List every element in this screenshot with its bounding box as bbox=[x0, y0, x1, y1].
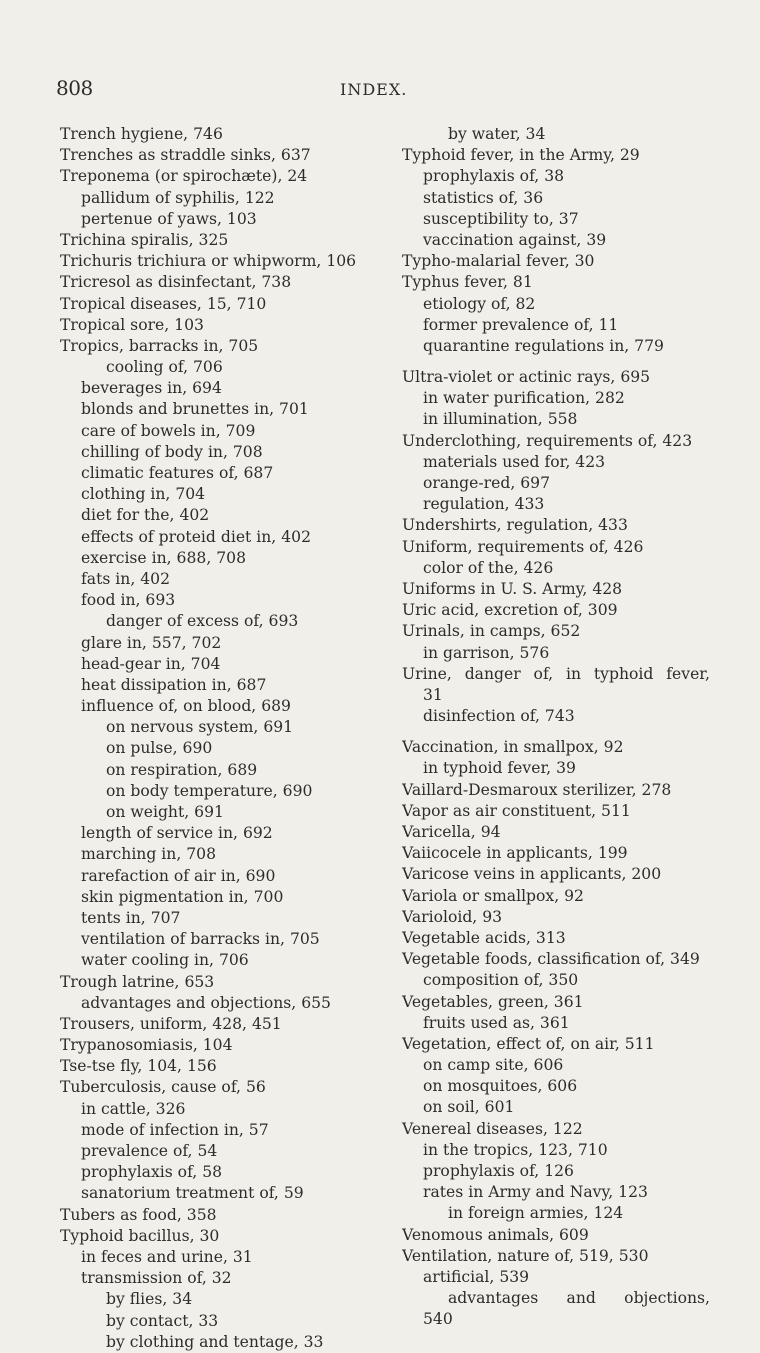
index-entry bbox=[402, 949, 722, 970]
index-subentry bbox=[402, 315, 722, 336]
entry-text: fats in, 402 bbox=[81, 569, 171, 588]
index-subentry bbox=[60, 675, 380, 696]
entry-text: by water, 34 bbox=[448, 125, 546, 143]
index-subentry bbox=[402, 1309, 722, 1330]
index-subentry bbox=[402, 1097, 722, 1118]
entry-text: Typho-malarial fever, 30 bbox=[402, 252, 595, 271]
index-subentry bbox=[402, 1161, 722, 1182]
entry-text: Vaccination, in smallpox, 92 bbox=[402, 738, 624, 757]
index-subentry bbox=[60, 357, 380, 378]
section-gap bbox=[402, 357, 722, 367]
entry-text: blonds and brunettes in, 701 bbox=[81, 400, 309, 419]
index-subentry bbox=[60, 823, 380, 844]
index-subentry bbox=[60, 738, 380, 759]
index-entry bbox=[402, 907, 722, 928]
entry-text: climatic features of, 687 bbox=[81, 464, 274, 482]
index-entry bbox=[402, 600, 722, 621]
index-entry bbox=[60, 294, 380, 315]
entry-text: orange-red, 697 bbox=[423, 474, 551, 492]
index-subentry bbox=[60, 1311, 380, 1332]
index-entry bbox=[60, 251, 380, 272]
index-subentry bbox=[402, 643, 722, 664]
entry-text: pallidum of syphilis, 122 bbox=[81, 188, 275, 207]
index-entry bbox=[402, 1034, 722, 1055]
index-subentry bbox=[402, 473, 722, 494]
entry-text: prophylaxis of, 38 bbox=[423, 167, 565, 186]
entry-text: in water purification, 282 bbox=[423, 389, 625, 408]
entry-text: Typhoid bacillus, 30 bbox=[60, 1226, 220, 1245]
index-entry bbox=[60, 272, 380, 293]
index-entry bbox=[60, 315, 380, 336]
index-subentry bbox=[402, 1055, 722, 1076]
index-subentry bbox=[60, 442, 380, 463]
index-entry bbox=[60, 166, 380, 187]
entry-text: susceptibility to, 37 bbox=[423, 209, 579, 228]
entry-text: 540 bbox=[423, 1310, 453, 1329]
index-entry bbox=[60, 124, 380, 145]
page-number: 808 bbox=[56, 76, 93, 100]
entry-text: 31 bbox=[423, 685, 443, 704]
index-entry bbox=[402, 272, 722, 293]
entry-text: Vegetables, green, 361 bbox=[402, 992, 584, 1011]
entry-text: Tuberculosis, cause of, 56 bbox=[60, 1078, 266, 1097]
index-subentry bbox=[60, 209, 380, 230]
entry-text: marching in, 708 bbox=[81, 845, 216, 864]
entry-text: care of bowels in, 709 bbox=[81, 421, 256, 440]
entry-text: water cooling in, 706 bbox=[81, 951, 249, 970]
entry-text: Vapor as air constituent, 511 bbox=[402, 801, 631, 820]
section-gap bbox=[402, 727, 722, 737]
entry-text: in feces and urine, 31 bbox=[81, 1247, 253, 1266]
entry-text: Venereal diseases, 122 bbox=[402, 1119, 583, 1138]
running-head: INDEX. bbox=[340, 80, 408, 99]
index-subentry bbox=[402, 124, 722, 145]
index-subentry bbox=[60, 1332, 380, 1353]
index-subentry bbox=[60, 696, 380, 717]
entry-text: Trypanosomiasis, 104 bbox=[60, 1036, 233, 1055]
index-subentry bbox=[402, 452, 722, 473]
index-subentry bbox=[402, 188, 722, 209]
entry-text: Vaillard-Desmaroux sterilizer, 278 bbox=[402, 780, 672, 799]
index-entry bbox=[402, 886, 722, 907]
entry-text: Trench hygiene, 746 bbox=[60, 125, 223, 143]
entry-text: quarantine regulations in, 779 bbox=[423, 336, 664, 355]
entry-text: Trichuris trichiura or whipworm, 106 bbox=[60, 252, 357, 271]
entry-text: prophylaxis of, 126 bbox=[423, 1162, 574, 1180]
entry-text: materials used for, 423 bbox=[423, 452, 606, 471]
entry-text: on pulse, 690 bbox=[106, 739, 213, 758]
entry-text: prevalence of, 54 bbox=[81, 1142, 218, 1160]
index-subentry bbox=[402, 1013, 722, 1034]
index-subentry bbox=[60, 844, 380, 865]
index-entry bbox=[402, 431, 722, 452]
index-entry bbox=[60, 1035, 380, 1056]
entry-text: Ventilation, nature of, 519, 530 bbox=[402, 1246, 649, 1265]
entry-text: on weight, 691 bbox=[106, 803, 224, 821]
index-entry bbox=[60, 230, 380, 251]
index-subentry bbox=[402, 1288, 722, 1309]
entry-text: advantages and objections, 655 bbox=[81, 993, 331, 1012]
index-subentry bbox=[60, 887, 380, 908]
index-subentry bbox=[60, 950, 380, 971]
index-subentry bbox=[60, 1162, 380, 1183]
index-column-left bbox=[60, 124, 380, 1353]
index-subentry bbox=[402, 970, 722, 991]
index-subentry bbox=[402, 166, 722, 187]
index-subentry bbox=[60, 1183, 380, 1204]
index-subentry bbox=[402, 1140, 722, 1161]
entry-text: on nervous system, 691 bbox=[106, 718, 294, 737]
entry-text: by clothing and tentage, 33 bbox=[106, 1332, 324, 1351]
entry-text: Tropical diseases, 15, 710 bbox=[60, 294, 267, 313]
entry-text: vaccination against, 39 bbox=[423, 230, 607, 249]
index-subentry bbox=[402, 1076, 722, 1097]
index-subentry bbox=[60, 399, 380, 420]
entry-text: ventilation of barracks in, 705 bbox=[81, 930, 320, 949]
index-subentry bbox=[402, 230, 722, 251]
index-entry bbox=[60, 1014, 380, 1035]
entry-text: in typhoid fever, 39 bbox=[423, 759, 576, 778]
index-subentry bbox=[60, 908, 380, 929]
index-entry bbox=[60, 336, 380, 357]
index-entry bbox=[402, 664, 722, 685]
index-entry bbox=[402, 367, 722, 388]
entry-text: advantages and objections, bbox=[448, 1289, 710, 1308]
index-entry bbox=[402, 145, 722, 166]
entry-text: artificial, 539 bbox=[423, 1267, 530, 1286]
index-entry bbox=[60, 1077, 380, 1098]
entry-text: Varicose veins in applicants, 200 bbox=[402, 865, 662, 884]
entry-text: Trenches as straddle sinks, 637 bbox=[60, 146, 311, 165]
entry-text: food in, 693 bbox=[81, 591, 176, 610]
entry-text: Treponema (or spirochæte), 24 bbox=[60, 167, 308, 186]
entry-text: Tubers as food, 358 bbox=[60, 1205, 217, 1224]
entry-text: etiology of, 82 bbox=[423, 294, 536, 313]
index-subentry bbox=[60, 590, 380, 611]
index-subentry bbox=[60, 993, 380, 1014]
index-subentry bbox=[402, 388, 722, 409]
entry-text: Tse-tse fly, 104, 156 bbox=[60, 1057, 217, 1076]
entry-text: effects of proteid diet in, 402 bbox=[81, 527, 311, 546]
index-subentry bbox=[402, 409, 722, 430]
entry-text: Uniforms in U. S. Army, 428 bbox=[402, 579, 623, 598]
index-entry bbox=[402, 864, 722, 885]
index-subentry bbox=[60, 802, 380, 823]
index-subentry bbox=[402, 336, 722, 357]
index-subentry bbox=[60, 1289, 380, 1310]
entry-text: in the tropics, 123, 710 bbox=[423, 1140, 608, 1159]
entry-text: heat dissipation in, 687 bbox=[81, 675, 267, 694]
entry-text: Vegetable acids, 313 bbox=[402, 928, 566, 947]
entry-text: mode of infection in, 57 bbox=[81, 1120, 269, 1139]
entry-text: on body temperature, 690 bbox=[106, 781, 313, 800]
index-subentry bbox=[60, 781, 380, 802]
index-entry bbox=[402, 843, 722, 864]
index-subentry bbox=[402, 494, 722, 515]
index-entry bbox=[60, 145, 380, 166]
index-subentry bbox=[60, 611, 380, 632]
index-subentry bbox=[60, 1099, 380, 1120]
entry-text: Ultra-violet or actinic rays, 695 bbox=[402, 368, 651, 387]
entry-text: Uniform, requirements of, 426 bbox=[402, 537, 644, 556]
entry-text: on camp site, 606 bbox=[423, 1056, 564, 1075]
index-subentry bbox=[402, 758, 722, 779]
entry-text: statistics of, 36 bbox=[423, 188, 544, 207]
entry-text: sanatorium treatment of, 59 bbox=[81, 1184, 304, 1203]
entry-text: Variola or smallpox, 92 bbox=[402, 886, 584, 905]
index-entry bbox=[60, 1226, 380, 1247]
entry-text: beverages in, 694 bbox=[81, 379, 222, 398]
index-subentry bbox=[60, 378, 380, 399]
entry-text: Varicella, 94 bbox=[402, 823, 501, 841]
index-subentry bbox=[60, 929, 380, 950]
entry-text: in illumination, 558 bbox=[423, 410, 578, 429]
entry-text: Urinals, in camps, 652 bbox=[402, 622, 581, 641]
entry-text: influence of, on blood, 689 bbox=[81, 697, 291, 716]
index-subentry bbox=[60, 463, 380, 484]
entry-text: fruits used as, 361 bbox=[423, 1013, 570, 1032]
entry-text: Tricresol as disinfectant, 738 bbox=[60, 273, 292, 292]
index-subentry bbox=[402, 209, 722, 230]
index-entry bbox=[402, 1246, 722, 1267]
entry-text: cooling of, 706 bbox=[106, 358, 223, 377]
entry-text: composition of, 350 bbox=[423, 971, 579, 990]
index-subentry bbox=[60, 527, 380, 548]
index-subentry bbox=[402, 685, 722, 706]
entry-text: chilling of body in, 708 bbox=[81, 442, 263, 461]
index-subentry bbox=[402, 1267, 722, 1288]
entry-text: by flies, 34 bbox=[106, 1290, 193, 1309]
entry-text: Vaiicocele in applicants, 199 bbox=[402, 844, 628, 863]
index-entry bbox=[402, 251, 722, 272]
entry-text: Typhus fever, 81 bbox=[402, 273, 533, 292]
entry-text: exercise in, 688, 708 bbox=[81, 548, 246, 567]
entry-text: regulation, 433 bbox=[423, 495, 545, 514]
index-subentry bbox=[402, 706, 722, 727]
entry-text: Typhoid fever, in the Army, 29 bbox=[402, 146, 640, 165]
entry-text: in cattle, 326 bbox=[81, 1099, 186, 1118]
index-subentry bbox=[60, 548, 380, 569]
index-subentry bbox=[60, 633, 380, 654]
entry-text: on mosquitoes, 606 bbox=[423, 1077, 578, 1096]
entry-text: head-gear in, 704 bbox=[81, 654, 221, 673]
entry-text: by contact, 33 bbox=[106, 1311, 219, 1330]
entry-text: diet for the, 402 bbox=[81, 506, 210, 525]
index-entry bbox=[402, 515, 722, 536]
entry-text: rarefaction of air in, 690 bbox=[81, 866, 276, 885]
entry-text: former prevalence of, 11 bbox=[423, 315, 619, 334]
index-subentry bbox=[60, 1247, 380, 1268]
entry-text: prophylaxis of, 58 bbox=[81, 1163, 223, 1182]
entry-text: Urine, danger of, in typhoid fever, bbox=[402, 664, 710, 683]
index-subentry bbox=[60, 1120, 380, 1141]
entry-text: in foreign armies, 124 bbox=[448, 1204, 624, 1223]
index-entry bbox=[402, 737, 722, 758]
entry-text: on respiration, 689 bbox=[106, 760, 258, 779]
index-subentry bbox=[60, 760, 380, 781]
index-column-right bbox=[402, 124, 722, 1331]
index-entry bbox=[60, 1205, 380, 1226]
entry-text: Undershirts, regulation, 433 bbox=[402, 516, 628, 535]
entry-text: rates in Army and Navy, 123 bbox=[423, 1183, 648, 1202]
index-entry bbox=[402, 579, 722, 600]
index-subentry bbox=[402, 294, 722, 315]
entry-text: clothing in, 704 bbox=[81, 485, 206, 504]
index-entry bbox=[402, 822, 722, 843]
index-subentry bbox=[60, 484, 380, 505]
entry-text: Vegetable foods, classification of, 349 bbox=[402, 950, 700, 969]
index-entry bbox=[60, 1056, 380, 1077]
index-subentry bbox=[402, 1182, 722, 1203]
index-entry bbox=[402, 780, 722, 801]
index-subentry bbox=[60, 866, 380, 887]
entry-text: danger of excess of, 693 bbox=[106, 612, 299, 631]
entry-text: glare in, 557, 702 bbox=[81, 633, 222, 652]
entry-text: length of service in, 692 bbox=[81, 824, 273, 843]
entry-text: Venomous animals, 609 bbox=[402, 1225, 589, 1244]
entry-text: Varioloid, 93 bbox=[402, 907, 503, 926]
entry-text: Tropics, barracks in, 705 bbox=[60, 336, 259, 355]
index-subentry bbox=[402, 558, 722, 579]
entry-text: pertenue of yaws, 103 bbox=[81, 209, 257, 228]
index-entry bbox=[402, 537, 722, 558]
index-subentry bbox=[60, 569, 380, 590]
index-subentry bbox=[60, 654, 380, 675]
entry-text: Trichina spiralis, 325 bbox=[60, 230, 229, 249]
index-entry bbox=[402, 801, 722, 822]
entry-text: in garrison, 576 bbox=[423, 643, 550, 662]
index-entry bbox=[402, 992, 722, 1013]
index-subentry bbox=[60, 188, 380, 209]
entry-text: Underclothing, requirements of, 423 bbox=[402, 431, 693, 450]
index-subentry bbox=[60, 421, 380, 442]
index-entry bbox=[402, 928, 722, 949]
entry-text: on soil, 601 bbox=[423, 1098, 515, 1117]
entry-text: disinfection of, 743 bbox=[423, 707, 575, 726]
index-subentry bbox=[60, 1268, 380, 1289]
entry-text: color of the, 426 bbox=[423, 558, 554, 577]
index-entry bbox=[60, 972, 380, 993]
entry-text: Uric acid, excretion of, 309 bbox=[402, 601, 618, 620]
index-subentry bbox=[60, 505, 380, 526]
entry-text: tents in, 707 bbox=[81, 908, 181, 927]
index-entry bbox=[402, 1119, 722, 1140]
index-entry bbox=[402, 621, 722, 642]
index-entry bbox=[402, 1225, 722, 1246]
index-subentry bbox=[60, 1141, 380, 1162]
index-subentry bbox=[60, 717, 380, 738]
entry-text: transmission of, 32 bbox=[81, 1269, 232, 1288]
entry-text: Trousers, uniform, 428, 451 bbox=[60, 1014, 282, 1033]
entry-text: Trough latrine, 653 bbox=[60, 972, 215, 991]
entry-text: Tropical sore, 103 bbox=[60, 315, 204, 334]
entry-text: skin pigmentation in, 700 bbox=[81, 887, 284, 906]
index-subentry bbox=[402, 1203, 722, 1224]
entry-text: Vegetation, effect of, on air, 511 bbox=[402, 1034, 655, 1053]
